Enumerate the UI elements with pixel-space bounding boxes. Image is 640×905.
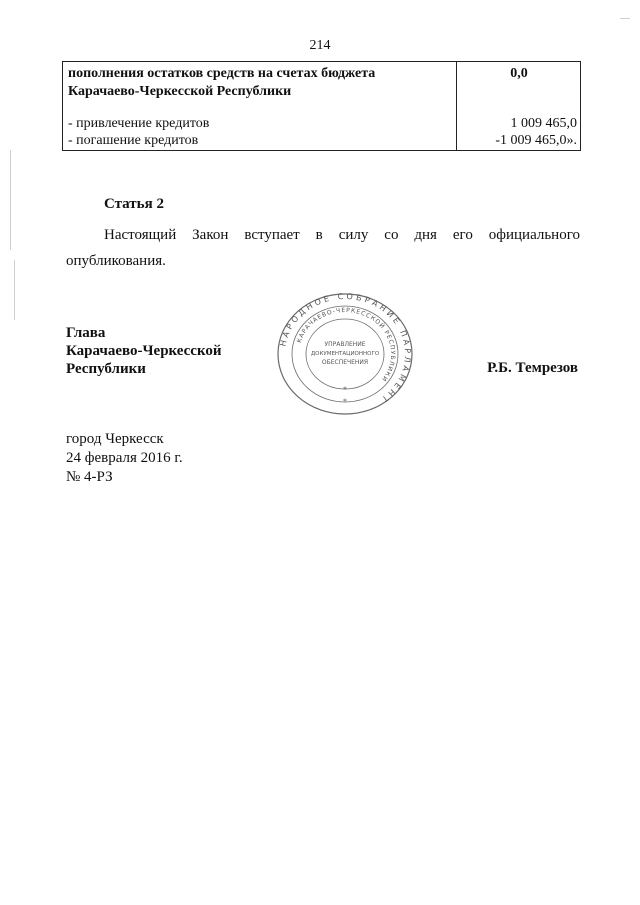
table-header-description-line2: Карачаево-Черкесской Республики [68, 84, 292, 99]
date: 24 февраля 2016 г. [66, 450, 183, 466]
signature-title-line2: Карачаево-Черкесской [66, 343, 222, 359]
seal-star-icon: * [343, 385, 347, 394]
table-row-value: 1 009 465,0 [510, 116, 577, 131]
article-title: Статья 2 [104, 196, 164, 212]
signature-title [66, 324, 222, 378]
seal-center-line2: ДОКУМЕНТАЦИОННОГО [310, 351, 380, 357]
law-number: № 4-РЗ [66, 469, 113, 485]
table-header-value: 0,0 [510, 66, 528, 81]
table-header-description [68, 65, 448, 101]
scan-artifact [620, 18, 630, 19]
budget-table [62, 61, 581, 151]
seal-center-line1: УПРАВЛЕНИЕ [324, 341, 366, 348]
signature-title-line3: Республики [66, 361, 146, 377]
seal-center-line3: ОБЕСПЕЧЕНИЯ [321, 359, 369, 366]
article-text: Настоящий Закон вступает в силу со дня его официального опубликования. [66, 227, 580, 269]
place-date-block [66, 430, 183, 487]
scan-artifact [10, 150, 11, 250]
table-header-description-line1: пополнения остатков средств на счетах бюджета [68, 66, 376, 81]
table-row-label: - привлечение кредитов [68, 116, 210, 131]
signatory-name: Р.Б. Темрезов [487, 360, 578, 376]
city: город Черкесск [66, 431, 164, 447]
signature-title-line1: Глава [66, 325, 106, 341]
official-seal [275, 292, 415, 416]
table-row-value: -1 009 465,0». [495, 133, 577, 148]
seal-star-icon: * [343, 397, 347, 406]
seal-inner-text: КАРАЧАЕВО-ЧЕРКЕССКОЙ РЕСПУБЛИКИ [295, 306, 397, 383]
seal-outer-text: НАРОДНОЕ СОБРАНИЕ ПАРЛАМЕНТ [278, 292, 413, 406]
page-number: 214 [309, 38, 331, 53]
scan-artifact [14, 260, 15, 320]
table-row-label: - погашение кредитов [68, 133, 199, 148]
